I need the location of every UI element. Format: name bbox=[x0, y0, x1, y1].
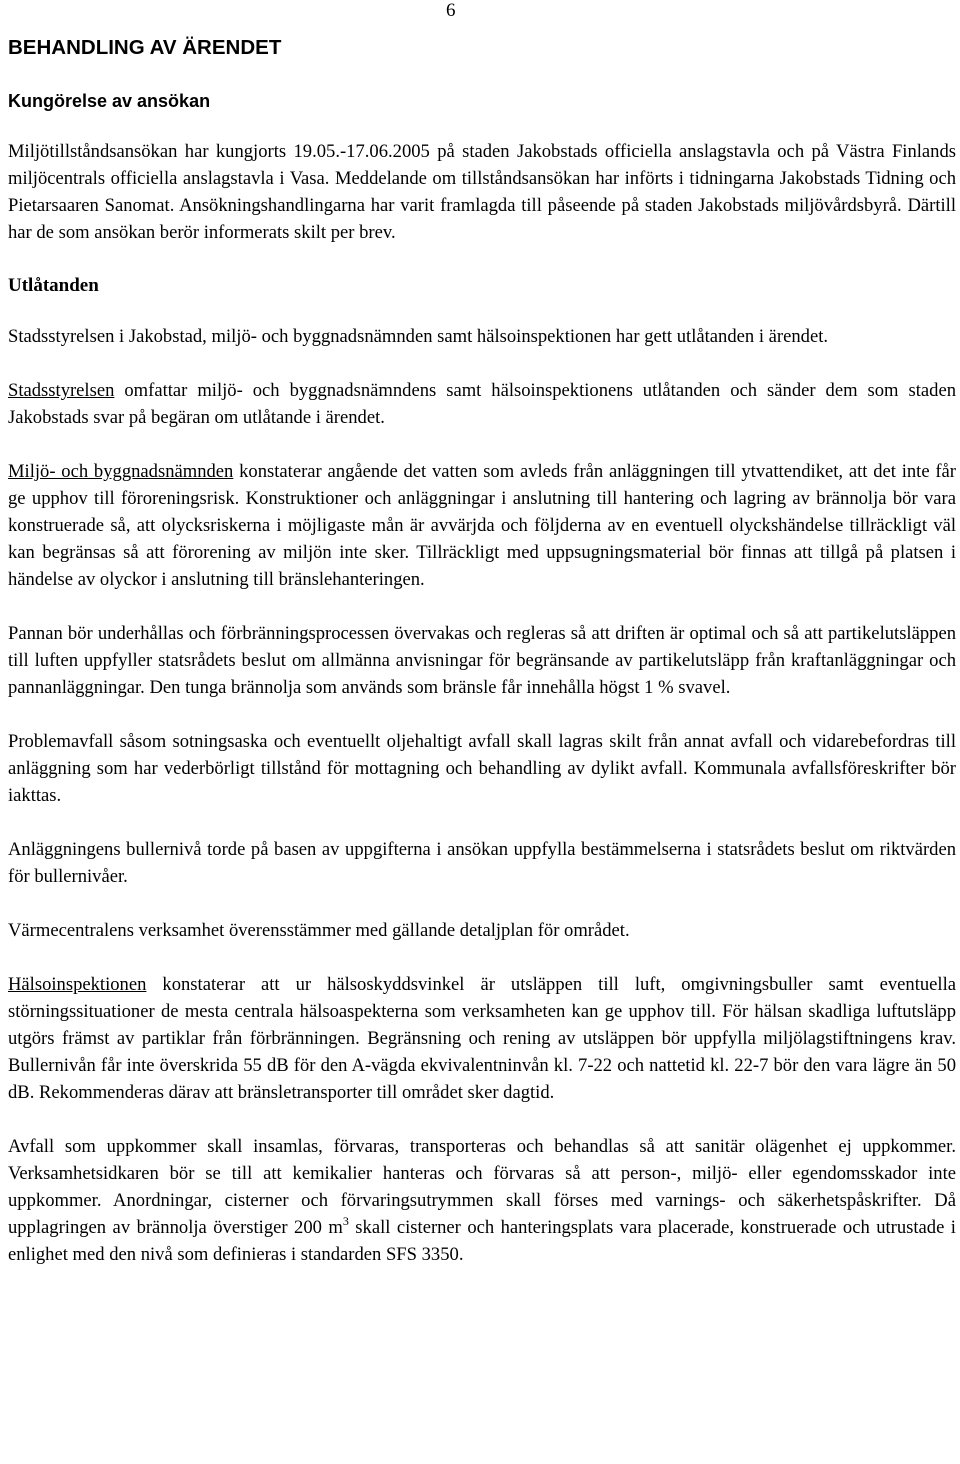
paragraph-buller: Anläggningens bullernivå torde på basen av uppgifterna i ansökan uppfylla bestämmelserna i statsrådets beslut om riktvärden för bullernivåer. bbox=[8, 839, 956, 887]
underlined-label-halsoinspektionen: Hälsoinspektionen bbox=[8, 974, 147, 995]
paragraph-varmecentralen: Värmecentralens verksamhet överensstämmer med gällande detaljplan för området. bbox=[8, 920, 630, 941]
underlined-label-stadsstyrelsen: Stadsstyrelsen bbox=[8, 380, 115, 401]
paragraph-halsoinspektionen bbox=[8, 971, 956, 1106]
paragraph-stadsstyrelsen bbox=[8, 377, 956, 431]
section-heading-utlatanden: Utlåtanden bbox=[8, 275, 99, 296]
paragraph-text: konstaterar angående det vatten som avleds från anläggningen till ytvattendiket, att det inte får ge upphov till föroreningsrisk. Konstruktioner och anläggningar i anslutning till hantering och lagring av brännolja bör vara konstruerade så, att olycksriskerna i möjligaste mån är avvärjda och följderna av en eventuell olyckshändelse tillräckligt väl kan begränsas så att förorening av miljön inte sker. Tillräckligt med uppsugningsmaterial bör finnas att tillgå på platsen i händelse av olyckor i anslutning till bränslehanteringen. bbox=[8, 461, 957, 590]
paragraph-text: skall cisterner och hanteringsplats vara placerade, konstruerade och utrustade i enlighet med den nivå som definieras i standarden SFS 3350. bbox=[8, 1217, 956, 1265]
paragraph-utlatanden-intro: Stadsstyrelsen i Jakobstad, miljö- och byggnadsnämnden samt hälsoinspektionen har gett utlåtanden i ärendet. bbox=[8, 326, 829, 347]
paragraph-pannan: Pannan bör underhållas och förbränningsprocessen övervakas och regleras så att driften är optimal och så att partikelutsläppen till luften uppfyller statsrådets beslut om allmänna anvisningar för begränsande av partikelutsläpp från kraftanläggningar och pannanläggningar. Den tunga brännolja som används som bränsle får innehålla högst 1 % svavel. bbox=[8, 623, 956, 698]
main-heading: BEHANDLING AV ÄRENDET bbox=[8, 36, 282, 59]
paragraph-text: konstaterar att ur hälsoskyddsvinkel är utsläppen till luft, omgivningsbuller samt eventuella störningssituationer de mesta centrala hälsoaspekterna som verksamheten kan ge upphov till. För hälsan skadliga luftutsläpp utgörs främst av partiklar från förbränningen. Begränsning och rening av utsläppen bör uppfylla miljölagstiftningens krav. Bullernivån får inte överskrida 55 dB för den A-vägda ekvivalentninvån kl. 7-22 och nattetid kl. 22-7 bör den vara lägre än 50 dB. Rekommenderas därav att bränsletransporter till området sker dagtid. bbox=[8, 974, 956, 1103]
underlined-label-miljo-nämnden: Miljö- och byggnadsnämnden bbox=[8, 461, 234, 482]
paragraph-text: omfattar miljö- och byggnadsnämndens samt hälsoinspektionens utlåtanden och sänder dem som staden Jakobstads svar på begäran om utlåtande i ärendet. bbox=[8, 380, 956, 428]
paragraph-avfall bbox=[8, 1133, 956, 1268]
sub-heading-kungorelse: Kungörelse av ansökan bbox=[8, 91, 211, 111]
page-number: 6 bbox=[446, 0, 456, 21]
paragraph-problemavfall: Problemavfall såsom sotningsaska och eventuellt oljehaltigt avfall skall lagras skilt från annat avfall och vidarebefordras till anläggning som har vederbörligt tillstånd för mottagning och behandling av dylikt avfall. Kommunala avfallsföreskrifter bör iakttas. bbox=[8, 731, 956, 806]
superscript-cubic: 3 bbox=[342, 1214, 349, 1228]
paragraph-miljo-nämnden bbox=[8, 458, 956, 593]
paragraph-text: Avfall som uppkommer skall insamlas, förvaras, transporteras och behandlas så att sanitär olägenhet ej uppkommer. Verksamhetsidkaren bör se till att kemikalier hanteras och förvaras så att person-, miljö- eller egendomsskador inte uppkommer. Anordningar, cisterner och förvaringsutrymmen skall förses med varnings- och säkerhetspåskrifter. Då upplagringen av brännolja överstiger 200 m bbox=[8, 1136, 956, 1238]
paragraph-kungorelse: Miljötillståndsansökan har kungjorts 19.05.-17.06.2005 på staden Jakobstads officiella anslagstavla och på Västra Finlands miljöcentrals officiella anslagstavla i Vasa. Meddelande om tillståndsansökan har införts i tidningarna Jakobstads Tidning och Pietarsaaren Sanomat. Ansökningshandlingarna har varit framlagda till påseende på staden Jakobstads miljövårdsbyrå. Därtill har de som ansökan berör informerats skilt per brev. bbox=[8, 141, 956, 243]
document-body bbox=[8, 34, 956, 1295]
